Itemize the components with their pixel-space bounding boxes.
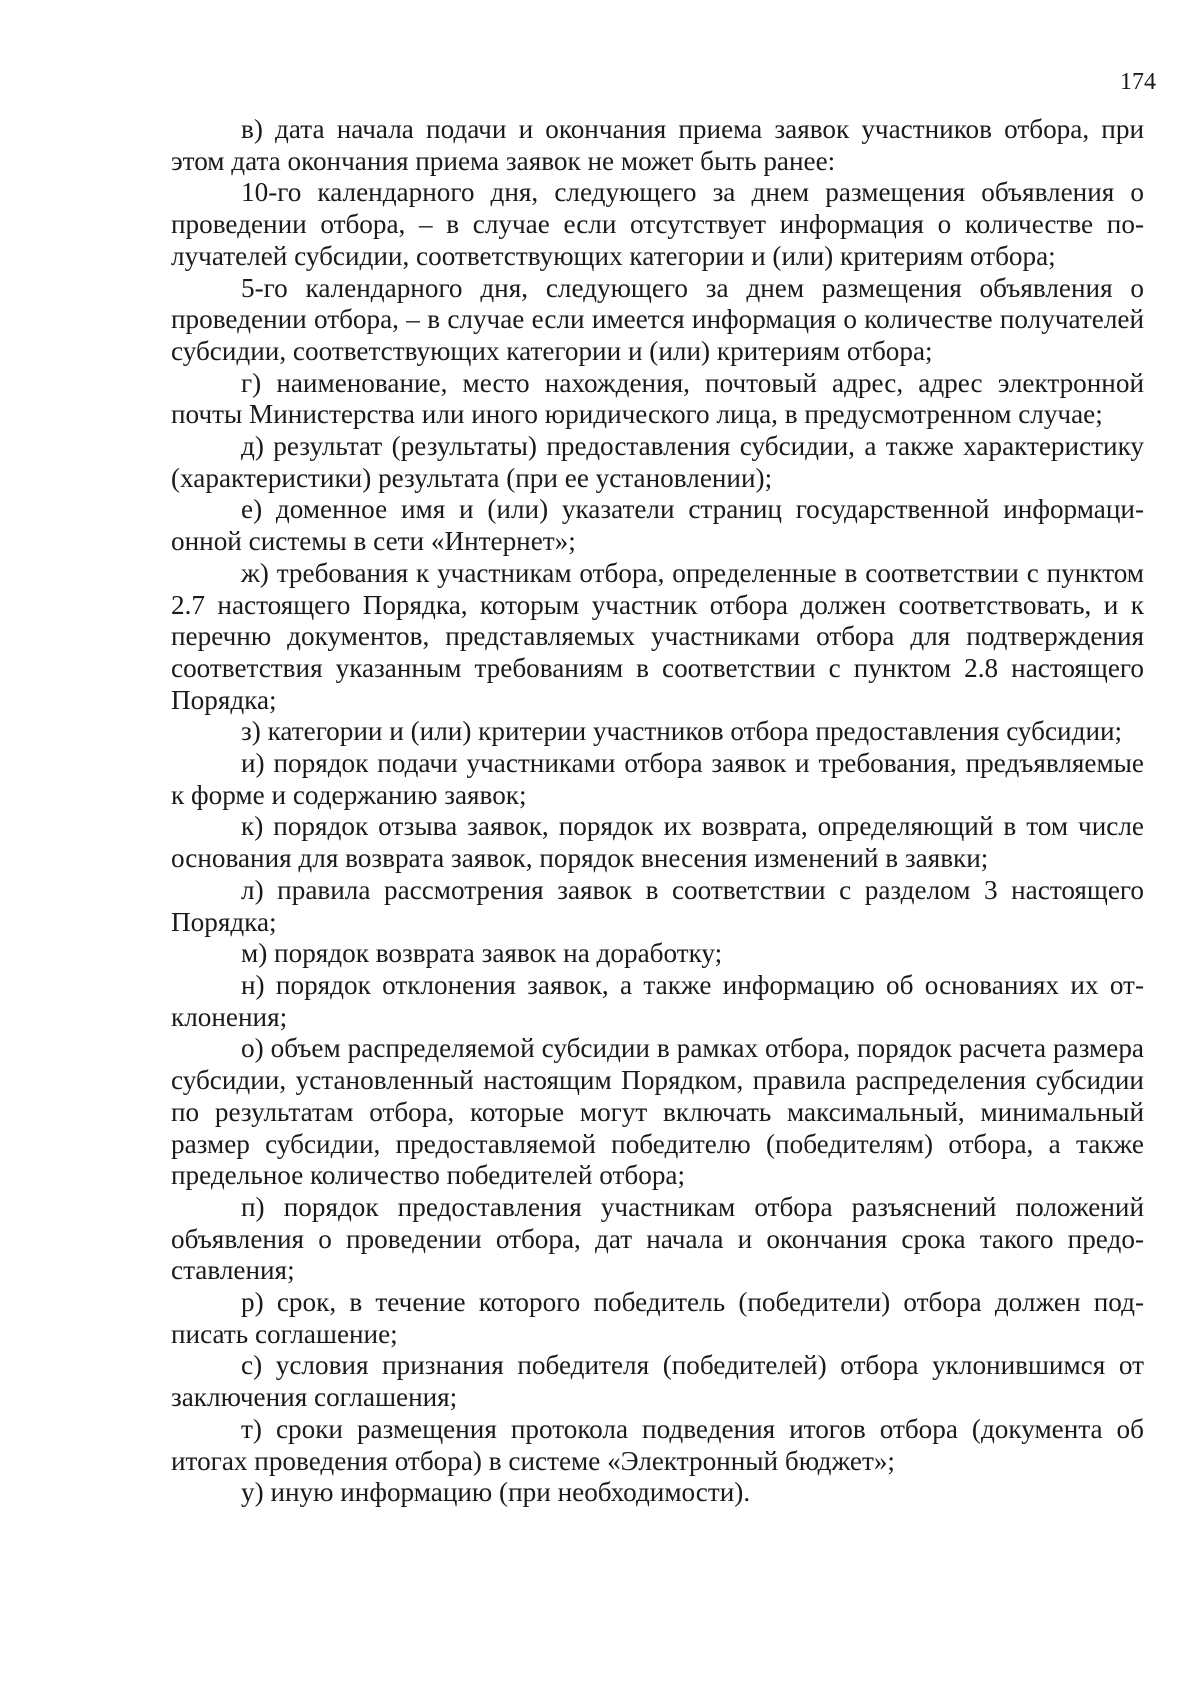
paragraph-t: т) сроки размещения протокола подведения итогов отбора (документа об итогах проведения отбора) в системе «Электронный бюджет»; — [171, 1413, 1144, 1476]
paragraph-p: п) порядок предоставления участникам отбора разъяснений положений объявления о проведении отбора, дат начала и окончания срока такого предоставления; — [171, 1191, 1144, 1286]
paragraph-e: е) доменное имя и (или) указатели страниц государственной информационной системы в сети «Интернет»; — [171, 494, 1144, 557]
paragraph-k: к) порядок отзыва заявок, порядок их возврата, определяющий в том числе основания для возврата заявок, порядок внесения изменений в заявки; — [171, 811, 1144, 874]
paragraph-s: с) условия признания победителя (победителей) отбора уклонившимся от заключения соглашения; — [171, 1350, 1144, 1413]
paragraph-n: н) порядок отклонения заявок, а также информацию об основаниях их отклонения; — [171, 969, 1144, 1032]
paragraph-o: о) объем распределяемой субсидии в рамках отбора, порядок расчета размера субсидии, установленный настоящим Порядком, правила распределения субсидии по результатам отбора, которые могут включать максимальный, минимальный размер субсидии, предоставляемой победителю (победителям) отбора, а также предельное количество победителей отбора; — [171, 1033, 1144, 1191]
paragraph-u: у) иную информацию (при необходимости). — [241, 1477, 751, 1508]
paragraph-l: л) правила рассмотрения заявок в соответствии с разделом 3 настоящего Порядка; — [171, 874, 1144, 937]
paragraph-z: з) категории и (или) критерии участников отбора предоставления субсидии; — [241, 716, 1123, 747]
paragraph-g: г) наименование, место нахождения, почтовый адрес, адрес электронной почты Министерства или иного юридического лица, в предусмотренном случае; — [171, 367, 1144, 430]
paragraph-i: и) порядок подачи участниками отбора заявок и требования, предъявляемые к форме и содержанию заявок; — [171, 748, 1144, 810]
page-number: 174 — [1120, 69, 1156, 95]
paragraph-10-day: 10-го календарного дня, следующего за днем размещения объявления о проведении отбора, – в случае если отсутствует информация о количестве получателей субсидии, соответствующих категории и (или) критериям отбора; — [171, 177, 1144, 271]
paragraph-v: в) дата начала подачи и окончания приема заявок участников отбора, при этом дата окончания приема заявок не может быть ранее: — [171, 114, 1144, 176]
paragraph-d: д) результат (результаты) предоставления субсидии, а также характеристику (характеристики) результата (при ее установлении); — [171, 431, 1144, 493]
document-body — [171, 114, 1144, 1509]
paragraph-zh: ж) требования к участникам отбора, определенные в соответствии с пунктом 2.7 настоящего Порядка, которым участник отбора должен соответствовать, и к перечню документов, представляемых участниками отбора для подтверждения соответствия указанным требованиям в соответствии с пунктом 2.8 настоящего Порядка; — [171, 557, 1144, 715]
paragraph-r: р) срок, в течение которого победитель (победители) отбора должен подписать соглашение; — [171, 1287, 1144, 1349]
paragraph-5-day: 5-го календарного дня, следующего за днем размещения объявления о проведении отбора, – в случае если имеется информация о количестве получателей субсидии, соответствующих категории и (или) критериям отбора; — [171, 272, 1144, 366]
paragraph-m: м) порядок возврата заявок на доработку; — [241, 938, 723, 969]
